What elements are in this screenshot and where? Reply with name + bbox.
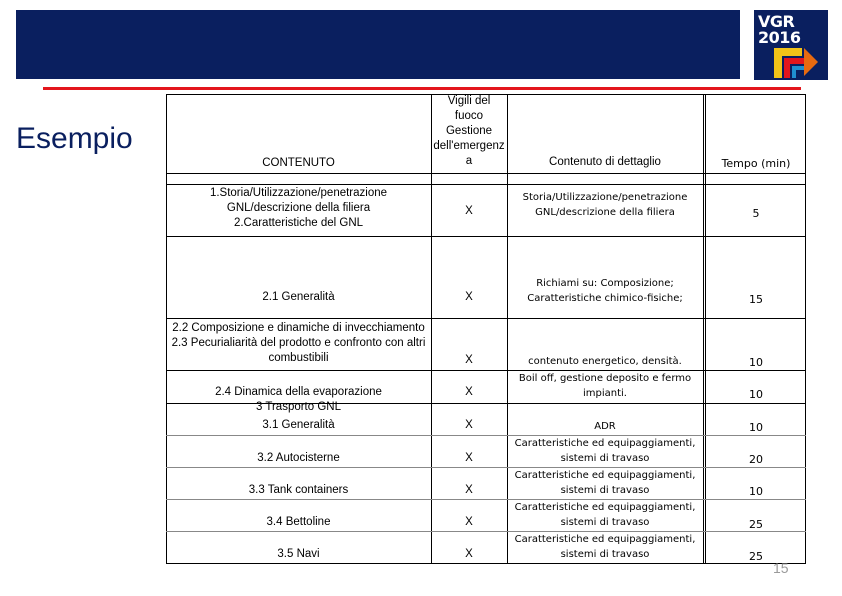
row-divider <box>166 467 806 468</box>
row-8-tempo: 25 <box>749 518 763 531</box>
row-1-dettaglio: Storia/Utilizzazione/penetrazione GNL/descrizione della filiera <box>522 192 688 218</box>
row-divider <box>166 236 806 237</box>
row-3-dettaglio: contenuto energetico, densità. <box>528 356 682 367</box>
row-3-vigili: X <box>465 354 473 366</box>
row-3-tempo: 10 <box>749 356 763 369</box>
logo-flag-icon <box>774 48 824 78</box>
row-6-vigili: X <box>465 452 473 464</box>
title-divider <box>43 87 801 90</box>
row-4-contenuto: 2.4 Dinamica della evaporazione 3 Trasporto GNL <box>215 386 382 413</box>
row-divider <box>166 499 806 500</box>
row-5-contenuto: 3.1 Generalità <box>262 419 335 431</box>
row-7-tempo: 10 <box>749 485 763 498</box>
row-2-dettaglio: Richiami su: Composizione; Caratteristiche chimico-fisiche; <box>527 278 683 304</box>
row-divider <box>166 370 806 371</box>
header-banner <box>16 10 740 79</box>
row-8-vigili: X <box>465 516 473 528</box>
row-1-vigili: X <box>465 205 473 217</box>
logo-line-1: VGR <box>758 12 795 31</box>
header-vigili: Vigili del fuoco Gestione dell'emergenz a <box>433 95 505 167</box>
row-8-contenuto: 3.4 Bettoline <box>266 516 331 528</box>
row-4-dettaglio: Boil off, gestione deposito e fermo impianti. <box>518 373 692 399</box>
row-2-tempo: 15 <box>749 293 763 306</box>
row-4-tempo: 10 <box>749 388 763 401</box>
slide-title: Esempio <box>16 122 133 155</box>
header-contenuto: CONTENUTO <box>262 157 335 169</box>
vgr-2016-logo <box>754 10 828 80</box>
row-9-contenuto: 3.5 Navi <box>277 548 320 560</box>
row-7-dettaglio: Caratteristiche ed equipaggiamenti, sistemi di travaso <box>514 470 696 496</box>
row-5-vigili: X <box>465 419 473 431</box>
row-divider <box>166 173 806 174</box>
row-2-contenuto: 2.1 Generalità <box>262 291 335 303</box>
row-5-dettaglio: ADR <box>594 421 616 432</box>
row-1-tempo: 5 <box>752 207 760 220</box>
header-tempo: Tempo (min) <box>721 157 791 170</box>
row-9-dettaglio: Caratteristiche ed equipaggiamenti, sistemi di travaso <box>514 534 696 560</box>
row-5-tempo: 10 <box>749 421 763 434</box>
row-3-contenuto: 2.2 Composizione e dinamiche di invecchiamento 2.3 Pecurialiarità del prodotto e confronto con altri combustibili <box>171 322 426 364</box>
row-4-vigili: X <box>465 386 473 398</box>
row-divider <box>166 184 806 185</box>
row-8-dettaglio: Caratteristiche ed equipaggiamenti, sistemi di travaso <box>514 502 696 528</box>
page-number: 15 <box>773 560 789 576</box>
row-9-tempo: 25 <box>749 550 763 563</box>
row-7-vigili: X <box>465 484 473 496</box>
row-9-vigili: X <box>465 548 473 560</box>
row-divider <box>166 435 806 436</box>
row-6-tempo: 20 <box>749 453 763 466</box>
row-1-contenuto: 1.Storia/Utilizzazione/penetrazione GNL/descrizione della filiera 2.Caratteristiche del GNL <box>209 187 388 229</box>
row-2-vigili: X <box>465 291 473 303</box>
row-6-contenuto: 3.2 Autocisterne <box>257 452 340 464</box>
row-divider <box>166 318 806 319</box>
row-6-dettaglio: Caratteristiche ed equipaggiamenti, sistemi di travaso <box>514 438 696 464</box>
header-dettaglio: Contenuto di dettaglio <box>549 156 661 168</box>
logo-line-2: 2016 <box>758 28 801 47</box>
course-content-table <box>166 94 806 564</box>
row-7-contenuto: 3.3 Tank containers <box>248 484 349 496</box>
